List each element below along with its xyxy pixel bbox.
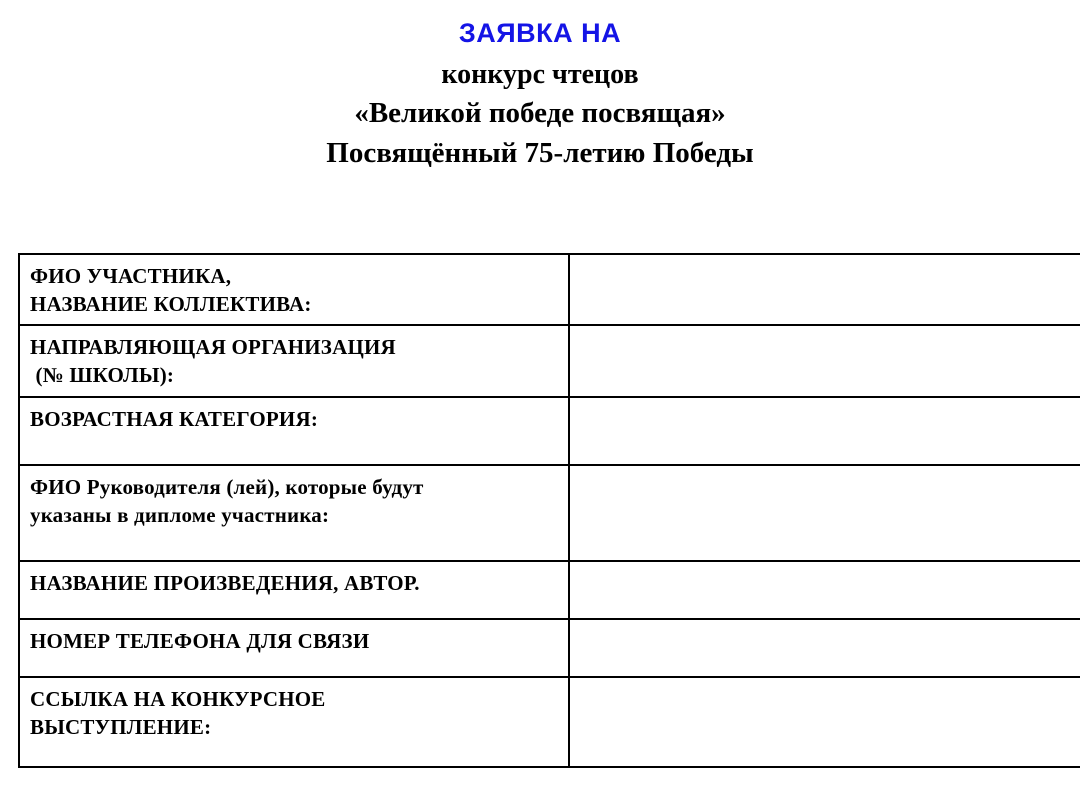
document-title-block	[0, 0, 1080, 173]
field-value-work-title-author[interactable]	[569, 561, 1080, 619]
label-line-1: ССЫЛКА НА КОНКУРСНОЕ	[30, 686, 326, 711]
title-dedication: Посвящённый 75-летию Победы	[326, 137, 754, 170]
field-label-phone-number	[19, 619, 569, 677]
label-line-1: ВОЗРАСТНАЯ КАТЕГОРИЯ:	[30, 406, 319, 431]
field-value-age-category[interactable]	[569, 397, 1080, 465]
table-row	[19, 561, 1080, 619]
field-value-participant-name[interactable]	[569, 254, 1080, 325]
field-label-supervisor-name	[19, 465, 569, 561]
title-contest-name: «Великой победе посвящая»	[354, 97, 726, 130]
label-line-1: ФИО Руководителя (лей), которые будут	[30, 474, 424, 499]
table-row	[19, 465, 1080, 561]
label-line-1: НОМЕР ТЕЛЕФОНА ДЛЯ СВЯЗИ	[30, 628, 370, 653]
field-label-performance-link	[19, 677, 569, 767]
label-line-2: ВЫСТУПЛЕНИЕ:	[30, 714, 212, 739]
label-line-2: НАЗВАНИЕ КОЛЛЕКТИВА:	[30, 291, 312, 316]
label-line-1: ФИО УЧАСТНИКА,	[30, 264, 232, 288]
table-row	[19, 619, 1080, 677]
field-value-phone-number[interactable]	[569, 619, 1080, 677]
label-line-1: НАЗВАНИЕ ПРОИЗВЕДЕНИЯ, АВТОР.	[30, 570, 420, 595]
label-line-1: НАПРАВЛЯЮЩАЯ ОРГАНИЗАЦИЯ	[30, 335, 396, 360]
label-line-2: указаны в дипломе участника:	[30, 502, 330, 527]
table-row	[19, 397, 1080, 465]
field-value-organization[interactable]	[569, 325, 1080, 396]
table-row	[19, 254, 1080, 325]
title-subtitle-contest: конкурс чтецов	[441, 59, 639, 91]
field-label-work-title-author	[19, 561, 569, 619]
field-value-supervisor-name[interactable]	[569, 465, 1080, 561]
table-row	[19, 325, 1080, 396]
field-value-performance-link[interactable]	[569, 677, 1080, 767]
application-form-table	[18, 253, 1080, 768]
field-label-organization	[19, 325, 569, 396]
page-title: ЗАЯВКА НА	[458, 18, 622, 48]
field-label-participant-name	[19, 254, 569, 325]
label-line-2: (№ ШКОЛЫ):	[30, 363, 175, 388]
table-row	[19, 677, 1080, 767]
field-label-age-category	[19, 397, 569, 465]
